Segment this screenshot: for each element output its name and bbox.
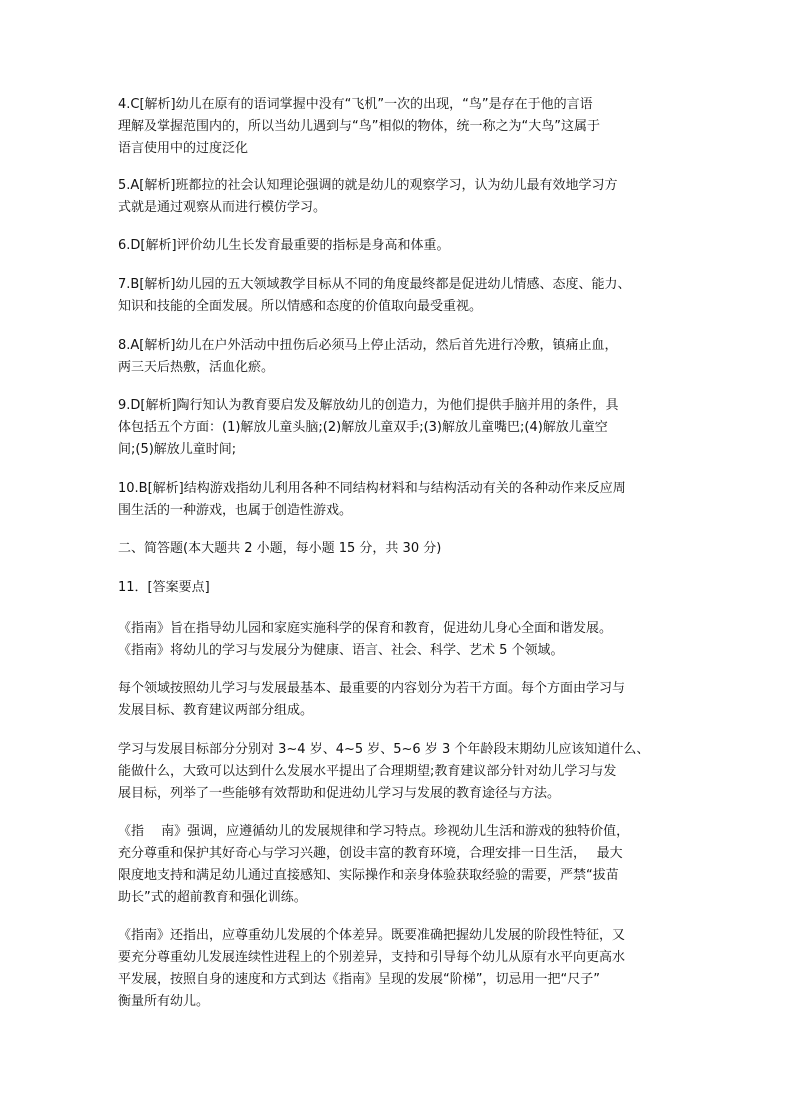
text-line: 学习与发展目标部分分别对 3~4 岁、4~5 岁、5~6 岁 3 个年龄段末期幼儿应该知道什么、 [118,742,650,757]
answer-4 [118,94,678,160]
text-line: 5.A[解析]班都拉的社会认知理论强调的就是幼儿的观察学习，认为幼儿最有效地学习方 [118,178,618,193]
text-line: 每个领域按照幼儿学习与发展最基本、最重要的内容划分为若干方面。每个方面由学习与 [118,681,626,696]
text-line: 7.B[解析]幼儿园的五大领域教学目标从不同的角度最终都是促进幼儿情感、态度、能力、 [118,277,631,292]
text-line: 《指南》将幼儿的学习与发展分为健康、语言、社会、科学、艺术 5 个领域。 [118,643,564,658]
text-line: 充分尊重和保护其好奇心与学习兴趣，创设丰富的教育环境，合理安排一日生活， 最大 [118,846,623,861]
answer-7 [118,274,678,318]
text-line: 11．[答案要点] [118,580,210,595]
text-line: 8.A[解析]幼儿在户外活动中扭伤后必须马上停止活动，然后首先进行冷敷，镇痛止血， [118,338,618,353]
section-heading [118,538,678,560]
text-line: 语言使用中的过度泛化 [118,141,249,156]
answer-5 [118,175,678,219]
answer-8 [118,335,678,379]
answer-11-para-1 [118,618,678,662]
answer-11-para-4 [118,821,678,909]
text-line: 《指 南》强调，应遵循幼儿的发展规律和学习特点。珍视幼儿生活和游戏的独特价值， [118,824,630,839]
answer-10 [118,478,678,522]
text-line: 围生活的一种游戏，也属于创造性游戏。 [118,503,353,518]
text-line: 式就是通过观察从而进行模仿学习。 [118,200,327,215]
text-line: 理解及掌握范围内的，所以当幼儿遇到与“鸟”相似的物体，统一称之为“大鸟”这属于 [118,119,600,134]
text-line: 知识和技能的全面发展。所以情感和态度的价值取向最受重视。 [118,299,483,314]
text-line: 间;(5)解放儿童时间; [118,442,237,457]
text-line: 助长”式的超前教育和强化训练。 [118,890,307,905]
text-line: 《指南》还指出，应尊重幼儿发展的个体差异。既要准确把握幼儿发展的阶段性特征，又 [118,928,626,943]
text-line: 要充分尊重幼儿发展连续性进程上的个别差异，支持和引导每个幼儿从原有水平向更高水 [118,950,626,965]
text-line: 发展目标、教育建议两部分组成。 [118,703,314,718]
answer-11-para-2 [118,678,678,722]
text-line: 两三天后热敷，活血化瘀。 [118,360,275,375]
text-line: 平发展，按照自身的速度和方式到达《指南》呈现的发展“阶梯”，切忌用一把“尺子” [118,972,600,987]
text-line: 6.D[解析]评价幼儿生长发育最重要的指标是身高和体重。 [118,238,450,253]
answer-11-para-5 [118,925,678,1013]
text-line: 展目标，列举了一些能够有效帮助和促进幼儿学习与发展的教育途径与方法。 [118,786,561,801]
text-line: 二、简答题(本大题共 2 小题，每小题 15 分，共 30 分) [118,541,442,556]
answer-9 [118,395,678,461]
text-line: 衡量所有幼儿。 [118,994,210,1009]
text-line: 能做什么，大致可以达到什么发展水平提出了合理期望;教育建议部分针对幼儿学习与发 [118,764,617,779]
text-line: 《指南》旨在指导幼儿园和家庭实施科学的保育和教育，促进幼儿身心全面和谐发展。 [118,621,613,636]
answer-6 [118,235,678,257]
question-11-heading [118,577,678,599]
text-line: 4.C[解析]幼儿在原有的语词掌握中没有“飞机”一次的出现，“鸟”是存在于他的言语 [118,97,593,112]
text-line: 限度地支持和满足幼儿通过直接感知、实际操作和亲身体验获取经验的需要，严禁“拔苗 [118,868,619,883]
text-line: 体包括五个方面：(1)解放儿童头脑;(2)解放儿童双手;(3)解放儿童嘴巴;(4)解放儿童空 [118,420,608,435]
text-line: 10.B[解析]结构游戏指幼儿利用各种不同结构材料和与结构活动有关的各种动作来反应周 [118,481,626,496]
text-line: 9.D[解析]陶行知认为教育要启发及解放幼儿的创造力，为他们提供手脑并用的条件，具 [118,398,619,413]
answer-11-para-3 [118,739,678,805]
